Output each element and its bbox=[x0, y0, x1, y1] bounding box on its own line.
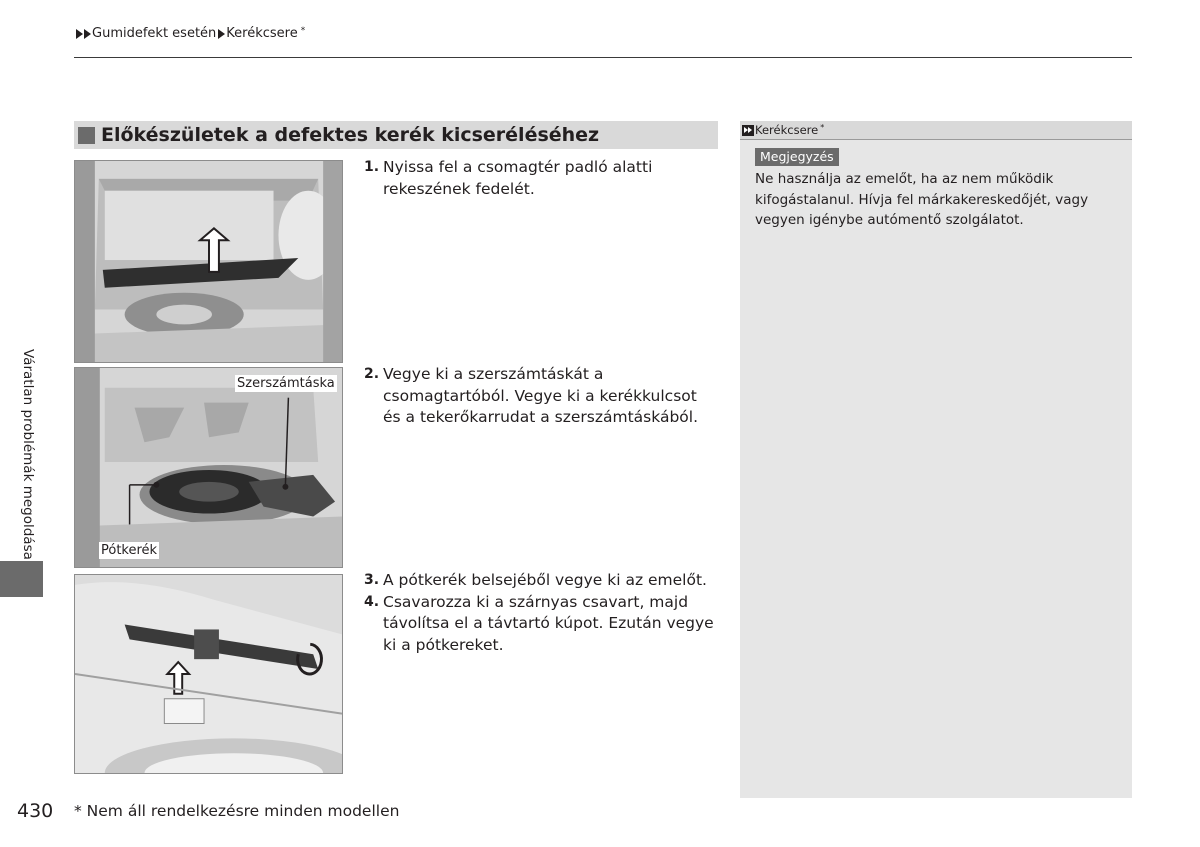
step-text: Nyissa fel a csomagtér padló alatti rekeszének fedelét. bbox=[383, 158, 653, 198]
breadcrumb-item-wheel-change[interactable]: Kerékcsere bbox=[226, 26, 298, 41]
header-divider bbox=[74, 57, 1132, 58]
note-badge: Megjegyzés bbox=[755, 148, 839, 166]
section-square-icon bbox=[78, 127, 95, 144]
note-heading-label[interactable]: Kerékcsere bbox=[755, 123, 819, 137]
step-text: Vegye ki a szerszámtáskát a csomagtartóból. Vegye ki a kerékkulcsot és a tekerőkarrudat a szerszámtáskából. bbox=[383, 365, 698, 426]
step-text: A pótkerék belsejéből vegye ki az emelőt. bbox=[383, 571, 707, 589]
breadcrumb-arrow-icon bbox=[76, 29, 83, 39]
step-item bbox=[364, 592, 718, 657]
breadcrumb bbox=[76, 26, 305, 41]
section-title: Előkészületek a defektes kerék kicseréléséhez bbox=[101, 124, 600, 146]
breadcrumb-asterisk: * bbox=[300, 25, 306, 36]
step-item bbox=[364, 157, 718, 200]
footnote: * Nem áll rendelkezésre minden modellen bbox=[74, 802, 400, 820]
double-arrow-icon bbox=[742, 125, 754, 136]
section-heading bbox=[74, 121, 718, 149]
jack-illustration bbox=[75, 575, 342, 773]
callout-spare-tire: Pótkerék bbox=[101, 543, 158, 558]
step-item bbox=[364, 364, 718, 429]
figure-jack bbox=[74, 574, 343, 774]
breadcrumb-arrow-icon bbox=[218, 29, 225, 39]
step-number: 1. bbox=[364, 159, 380, 175]
callout-toolbag: Szerszámtáska bbox=[237, 376, 335, 391]
note-heading-asterisk: * bbox=[820, 122, 825, 132]
step-list-1 bbox=[364, 157, 718, 200]
note-text: Ne használja az emelőt, ha az nem működik kifogástalanul. Hívja fel márkakereskedőjét, vagy vegyen igénybe autómentő szolgálatot. bbox=[755, 171, 1089, 228]
step-number: 2. bbox=[364, 366, 380, 382]
note-heading bbox=[740, 121, 1132, 140]
chapter-tab-marker bbox=[0, 561, 43, 597]
chapter-side-tab: Váratlan problémák megoldása bbox=[20, 349, 36, 560]
trunk-lid-illustration bbox=[75, 161, 342, 362]
figure-trunk-lid bbox=[74, 160, 343, 363]
step-list-3 bbox=[364, 570, 718, 656]
note-panel bbox=[740, 121, 1132, 798]
step-text: Csavarozza ki a szárnyas csavart, majd távolítsa el a távtartó kúpot. Ezután vegye ki a pótkereket. bbox=[383, 592, 714, 654]
toolbag-illustration bbox=[75, 368, 342, 567]
step-number: 4. bbox=[364, 593, 380, 610]
step-list-2 bbox=[364, 364, 718, 429]
step-item bbox=[364, 570, 718, 592]
breadcrumb-item-flat-tire[interactable]: Gumidefekt esetén bbox=[92, 26, 217, 41]
figure-toolbag-spare bbox=[74, 367, 343, 568]
step-number: 3. bbox=[364, 572, 380, 588]
breadcrumb-arrow-icon bbox=[84, 29, 91, 39]
page-number: 430 bbox=[17, 800, 54, 822]
